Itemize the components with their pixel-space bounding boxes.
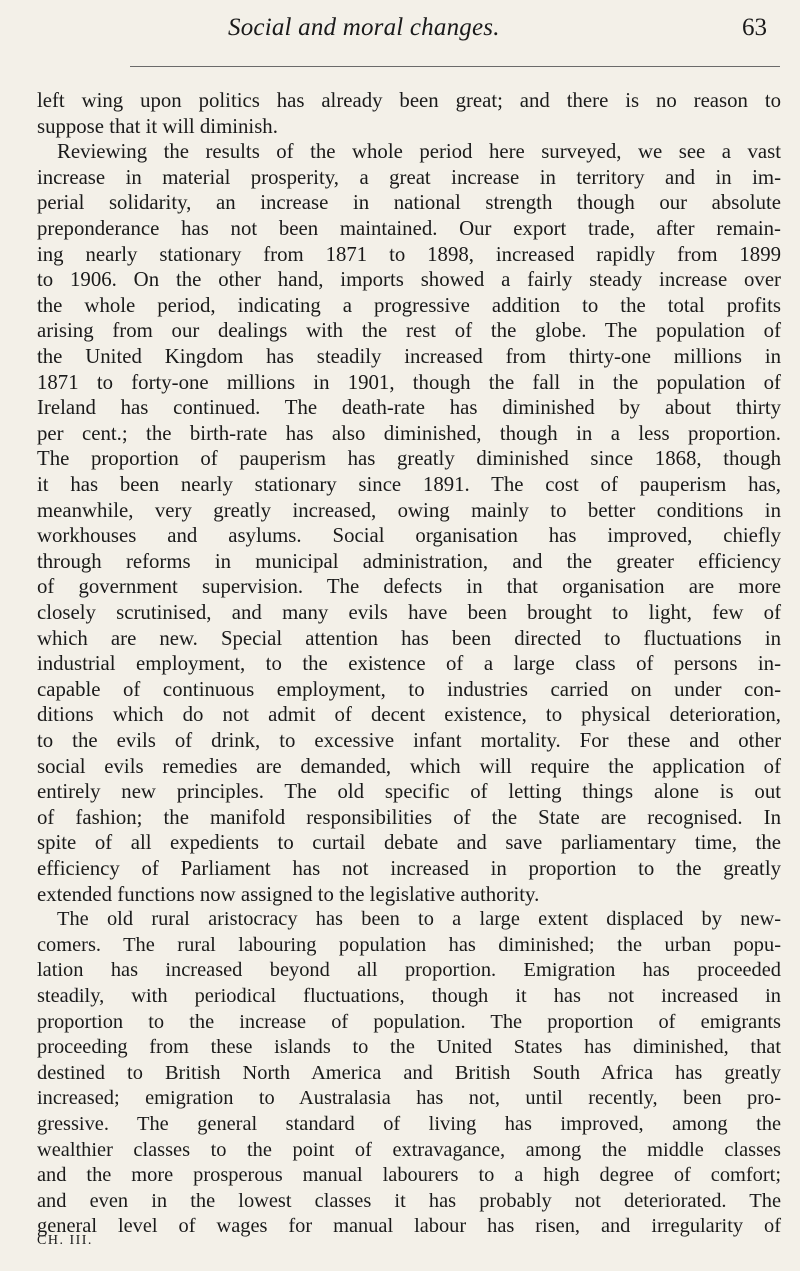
text-line: perial solidarity, an increase in national strength though our absolute: [37, 191, 781, 215]
text-line: suppose that it will diminish.: [37, 114, 278, 138]
text-line: and the more prosperous manual labourers to a high degree of comfort;: [37, 1164, 781, 1187]
text-line: industrial employment, to the existence of a large class of persons in-: [37, 652, 781, 676]
text-line: of government supervision. The defects in that organisation are more: [37, 575, 781, 599]
text-line: entirely new principles. The old specific of letting things alone is out: [37, 780, 781, 804]
text-line: destined to British North America and British South Africa has greatly: [37, 1061, 781, 1084]
text-line: efficiency of Parliament has not increased in proportion to the greatly: [37, 857, 781, 880]
text-line: which are new. Special attention has been directed to fluctuations in: [37, 626, 781, 650]
text-line: Reviewing the results of the whole period here surveyed, we see a vast: [57, 140, 781, 164]
text-line: meanwhile, very greatly increased, owing mainly to better conditions in: [37, 498, 781, 522]
text-line: social evils remedies are demanded, which will require the application of: [37, 754, 781, 778]
text-line: closely scrutinised, and many evils have been brought to light, few of: [37, 601, 781, 624]
header-rule: [130, 66, 780, 67]
text-line: general level of wages for manual labour has risen, and irregularity of: [37, 1215, 781, 1238]
text-line: comers. The rural labouring population has diminished; the urban popu-: [37, 933, 781, 956]
text-line: The proportion of pauperism has greatly diminished since 1868, though: [37, 447, 781, 471]
page-number: 63: [742, 14, 767, 41]
text-line: The old rural aristocracy has been to a large extent displaced by new-: [57, 908, 781, 931]
text-line: workhouses and asylums. Social organisation has improved, chiefly: [37, 524, 781, 548]
text-line: ing nearly stationary from 1871 to 1898, increased rapidly from 1899: [37, 242, 781, 266]
text-line: steadily, with periodical fluctuations, though it has not increased in: [37, 985, 781, 1007]
signature-mark: CH. III.: [37, 1233, 93, 1248]
text-line: 1871 to forty-one millions in 1901, though the fall in the population of: [37, 370, 781, 394]
text-line: and even in the lowest classes it has probably not deteriorated. The: [37, 1189, 781, 1212]
text-line: proportion to the increase of population. The proportion of emigrants: [37, 1010, 781, 1033]
text-line: to the evils of drink, to excessive infant mortality. For these and other: [37, 729, 781, 752]
text-line: ditions which do not admit of decent existence, to physical deterioration,: [37, 703, 781, 727]
text-line: proceeding from these islands to the United States has diminished, that: [37, 1036, 781, 1059]
text-line: preponderance has not been maintained. Our export trade, after remain-: [37, 217, 781, 240]
text-line: to 1906. On the other hand, imports showed a fairly steady increase over: [37, 268, 781, 292]
running-head: Social and moral changes.: [228, 14, 500, 41]
text-line: extended functions now assigned to the legislative authority.: [37, 882, 540, 906]
text-line: left wing upon politics has already been great; and there is no reason to: [37, 89, 781, 112]
text-line: through reforms in municipal administration, and the greater efficiency: [37, 549, 781, 573]
text-line: capable of continuous employment, to industries carried on under con-: [37, 677, 781, 701]
text-line: it has been nearly stationary since 1891. The cost of pauperism has,: [37, 473, 781, 496]
text-line: gressive. The general standard of living has improved, among the: [37, 1113, 781, 1135]
text-line: the whole period, indicating a progressive addition to the total profits: [37, 293, 781, 317]
text-line: increased; emigration to Australasia has not, until recently, been pro-: [37, 1087, 781, 1110]
text-line: the United Kingdom has steadily increased from thirty-one millions in: [37, 345, 781, 368]
text-line: wealthier classes to the point of extravagance, among the middle classes: [37, 1138, 781, 1161]
text-line: arising from our dealings with the rest of the globe. The population of: [37, 319, 781, 343]
text-line: Ireland has continued. The death-rate has diminished by about thirty: [37, 396, 781, 420]
text-line: lation has increased beyond all proportion. Emigration has proceeded: [37, 959, 781, 982]
text-line: of fashion; the manifold responsibilities of the State are recognised. In: [37, 805, 781, 829]
text-line: increase in material prosperity, a great increase in territory and in im-: [37, 165, 781, 189]
text-line: spite of all expedients to curtail debate and save parliamentary time, the: [37, 831, 781, 855]
text-line: per cent.; the birth-rate has also diminished, though in a less proportion.: [37, 421, 781, 445]
